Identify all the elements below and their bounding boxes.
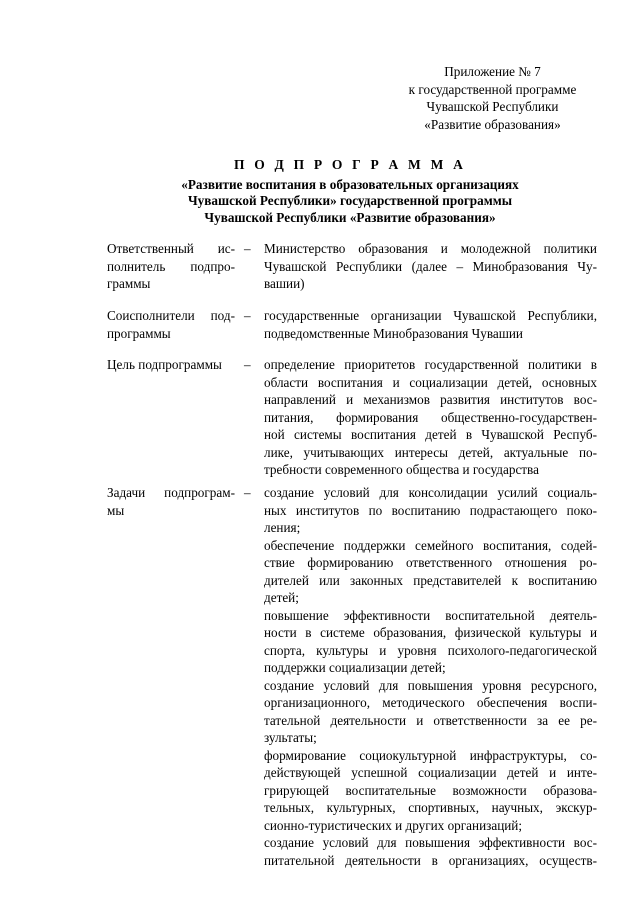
value-line: повышение эффективности воспитательной деятель- — [264, 607, 597, 623]
value-line: создание условий для консолидации усилий социаль- — [264, 485, 597, 500]
row-label — [107, 356, 235, 374]
value-line: питательной деятельности в организациях, осуществ- — [264, 852, 597, 868]
label-line: Соисполнители под- — [107, 308, 235, 323]
row-label — [107, 240, 235, 293]
value-line: дителей или законных представителей к воспитанию — [264, 572, 597, 588]
appendix-note — [390, 63, 595, 133]
row-dash: – — [244, 241, 251, 256]
label-line: программы — [107, 325, 171, 341]
subprogram-name-line: Чувашской Республики» государственной программы — [188, 193, 512, 208]
label-line: мы — [107, 502, 125, 518]
label-line: полнитель подпро- — [107, 258, 235, 274]
value-line: действующей успешной социализации детей и инте- — [264, 765, 597, 780]
value-line: создание условий для повышения эффективности вос- — [264, 835, 597, 850]
value-line: сионно-туристических и других организаций; — [264, 817, 523, 833]
value-line: требности современного общества и государства — [264, 462, 539, 477]
row-value — [264, 307, 597, 342]
value-line: лике, учитывающих интересы детей, актуальные по- — [264, 444, 597, 460]
row-value — [264, 484, 597, 869]
row-dash: – — [244, 357, 251, 372]
value-line: ных институтов по воспитанию подрастающего поко- — [264, 502, 597, 518]
value-line: тельных, культурных, спортивных, научных, экскур- — [264, 800, 597, 815]
value-line: формирование социокультурной инфраструктуры, со- — [264, 747, 597, 763]
value-line: детей; — [264, 590, 299, 605]
row-label — [107, 307, 235, 342]
label-line: Цель подпрограммы — [107, 357, 222, 372]
appendix-line: Приложение № 7 — [444, 64, 541, 79]
value-line: вашии) — [264, 276, 305, 291]
value-line: создание условий для повышения уровня ресурсного, — [264, 677, 597, 693]
value-line: Министерство образования и молодежной политики — [264, 241, 597, 256]
value-line: Чувашской Республики (далее – Минобразования Чу- — [264, 258, 597, 274]
appendix-line: «Развитие образования» — [424, 116, 561, 132]
subprogram-name-line: «Развитие воспитания в образовательных организациях — [181, 176, 519, 192]
value-line: направлений и механизмов развития институтов вос- — [264, 392, 597, 407]
value-line: определение приоритетов государственной политики в — [264, 357, 597, 372]
value-line: спорта, культуры и уровня психолого-педагогической — [264, 642, 597, 658]
value-line: ствие формированию ответственного отношения ро- — [264, 555, 597, 570]
subprogram-name-line: Чувашской Республики «Развитие образования» — [204, 209, 496, 225]
row-value — [264, 356, 597, 479]
label-line: граммы — [107, 276, 151, 291]
label-line: Ответственный ис- — [107, 241, 235, 256]
subprogram-header — [100, 157, 600, 226]
value-line: тательной деятельности и ответственности за ее ре- — [264, 712, 597, 728]
value-line: организационного, методического обеспечения воспи- — [264, 695, 597, 710]
value-line: подведомственные Минобразования Чувашии — [264, 325, 523, 341]
value-line: поддержки социализации детей; — [264, 660, 446, 675]
appendix-line: Чувашской Республики — [426, 99, 559, 114]
value-line: зультаты; — [264, 730, 317, 745]
subprogram-title: П О Д П Р О Г Р А М М А — [233, 157, 467, 172]
value-line: ления; — [264, 520, 301, 535]
row-label — [107, 484, 235, 519]
value-line: ной системы воспитания детей в Чувашской Респуб- — [264, 427, 597, 442]
value-line: области воспитания и социализации детей, основных — [264, 374, 597, 390]
value-line: грирующей воспитательные возможности образова- — [264, 782, 597, 798]
value-line: питания, формирования общественно-государствен- — [264, 409, 597, 425]
row-value — [264, 240, 597, 293]
label-line: Задачи подпрограм- — [107, 485, 235, 500]
value-line: государственные организации Чувашской Республики, — [264, 308, 597, 323]
value-line: ности в системе образования, физической культуры и — [264, 625, 597, 640]
row-dash: – — [244, 485, 251, 500]
value-line: обеспечение поддержки семейного воспитания, содей- — [264, 537, 597, 553]
row-dash: – — [244, 308, 251, 323]
appendix-line: к государственной программе — [408, 81, 577, 97]
